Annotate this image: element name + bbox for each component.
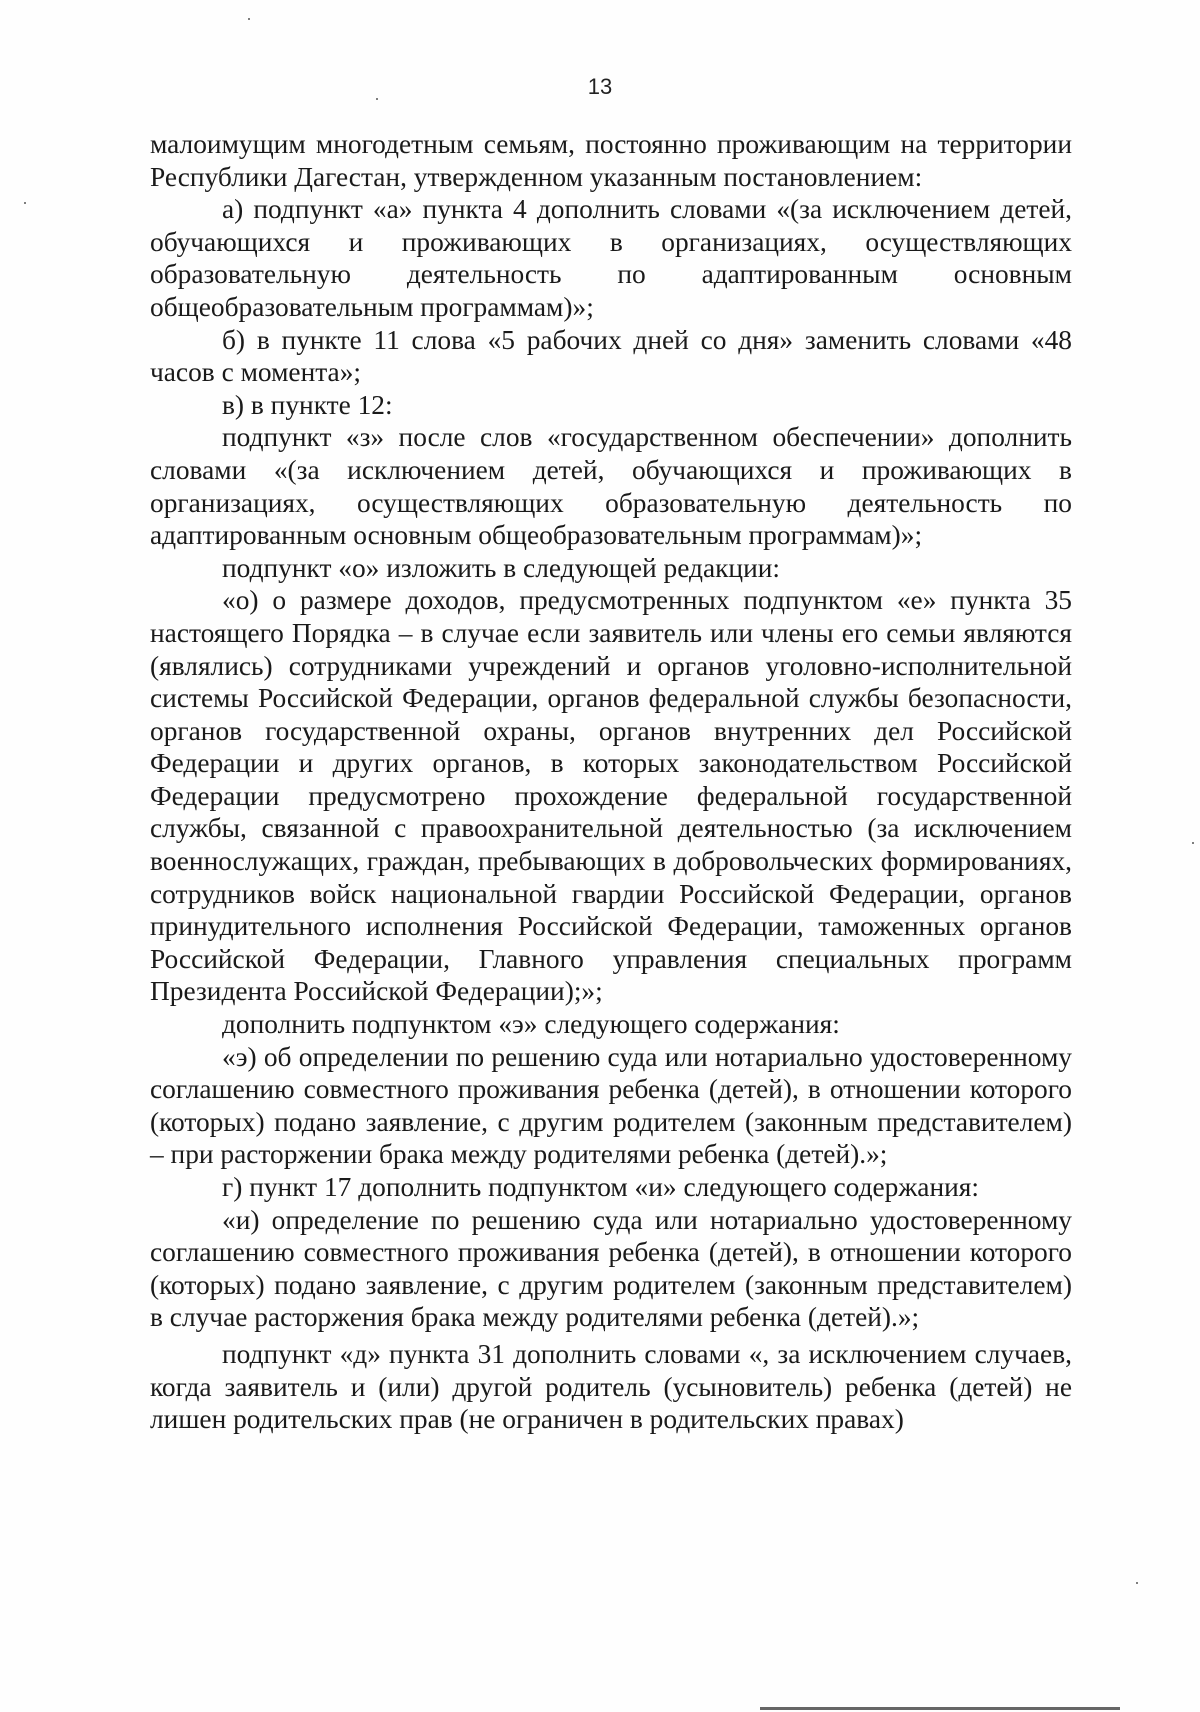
paragraph: г) пункт 17 дополнить подпунктом «и» следующего содержания: bbox=[222, 1172, 979, 1202]
scan-speck bbox=[376, 98, 378, 100]
paragraph: «э) об определении по решению суда или нотариально удостоверенному соглашению совместного проживания ребенка (детей), в отношении которого (которых) подано заявление, с другим родителем (законным представителем) – при расторжении брака между родителями ребенка (детей).»; bbox=[150, 1041, 1072, 1170]
paragraph: подпункт «о» изложить в следующей редакции: bbox=[222, 552, 780, 583]
scan-speck bbox=[1192, 842, 1194, 844]
paragraph: малоимущим многодетным семьям, постоянно проживающим на территории Республики Дагестан, утвержденном указанным постановлением: bbox=[150, 129, 1072, 192]
paragraph: подпункт «з» после слов «государственном обеспечении» дополнить словами «(за исключением детей, обучающихся и проживающих в организациях, осуществляющих образовательную деятельность по адаптированным основным общеобразовательным программам)»; bbox=[150, 422, 1072, 551]
paragraph: «о) о размере доходов, предусмотренных подпунктом «е» пункта 35 настоящего Порядка – в случае если заявитель или члены его семьи являются (являлись) сотрудниками учреждений и органов уголовно-исполнительной системы Российской Федерации, органов федеральной службы безопасности, органов государственной охраны, органов внутренних дел Российской Федерации и других органов, в которых законодательством Российской Федерации предусмотрено прохождение федеральной государственной службы, связанной с правоохранительной деятельностью (за исключением военнослужащих, граждан, пребывающих в добровольческих формированиях, сотрудников войск национальной гвардии Российской Федерации, органов принудительного исполнения Российской Федерации, таможенных органов Российской Федерации, Главного управления специальных программ Президента Российской Федерации);»; bbox=[150, 585, 1072, 1007]
scan-edge-mark bbox=[760, 1707, 1120, 1710]
page-number: 13 bbox=[587, 74, 613, 99]
scan-speck bbox=[1136, 1582, 1138, 1584]
paragraph: а) подпункт «а» пункта 4 дополнить словами «(за исключением детей, обучающихся и проживающих в организациях, осуществляющих образовательную деятельность по адаптированным основным общеобразовательным программам)»; bbox=[150, 194, 1072, 322]
document-body bbox=[150, 128, 1072, 1436]
paragraph: б) в пункте 11 слова «5 рабочих дней со дня» заменить словами «48 часов с момента»; bbox=[150, 324, 1072, 388]
paragraph: подпункт «д» пункта 31 дополнить словами «, за исключением случаев, когда заявитель и (или) другой родитель (усыновитель) ребенка (детей) не лишен родительских прав (не ограничен в родительских правах) bbox=[150, 1338, 1072, 1435]
paragraph: в) в пункте 12: bbox=[222, 389, 393, 420]
paragraph: дополнить подпунктом «э» следующего содержания: bbox=[222, 1009, 840, 1040]
scan-speck bbox=[24, 202, 26, 204]
scan-speck bbox=[248, 18, 250, 20]
paragraph: «и) определение по решению суда или нотариально удостоверенному соглашению совместного проживания ребенка (детей), в отношении которого (которых) подано заявление, с другим родителем (законным представителем) в случае расторжения брака между родителями ребенка (детей).»; bbox=[150, 1204, 1072, 1333]
